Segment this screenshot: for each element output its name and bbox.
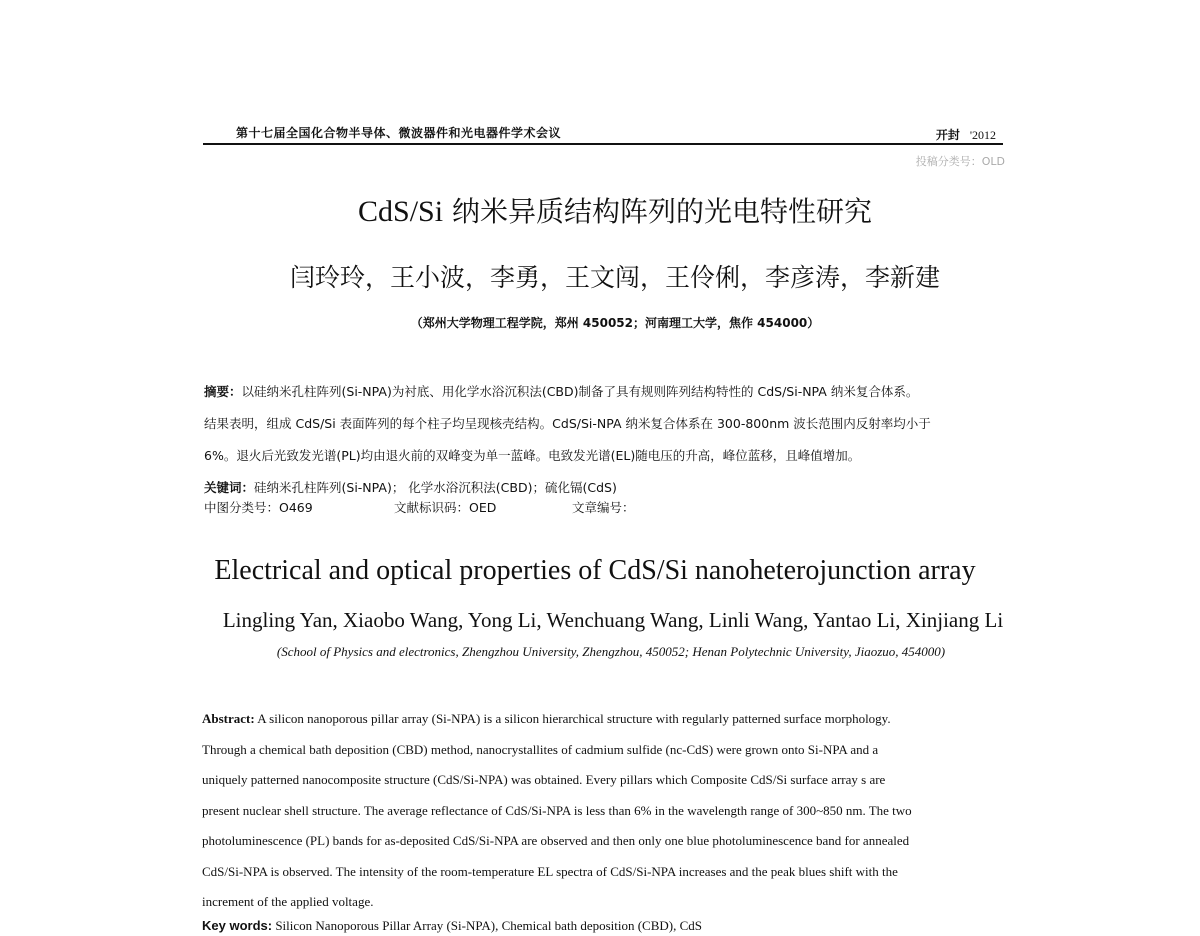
- english-keywords-line: [202, 918, 702, 934]
- classification-row: [204, 498, 635, 516]
- chinese-abstract-text-1: 以硅纳米孔柱阵列(Si-NPA)为衬底、用化学水浴沉积法(CBD)制备了具有规则阵列结构特性的 CdS/Si-NPA 纳米复合体系。: [241, 384, 919, 399]
- header-place: 开封: [935, 128, 960, 142]
- chinese-title-rest: 纳米异质结构阵列的光电特性研究: [443, 195, 872, 228]
- english-keywords: Silicon Nanoporous Pillar Array (Si-NPA), Chemical bath deposition (CBD), CdS: [272, 918, 703, 933]
- english-abstract-text-1: A silicon nanoporous pillar array (Si-NPA) is a silicon hierarchical structure with regularly patterned surface morphology.: [254, 711, 891, 726]
- english-abstract-line-6: CdS/Si-NPA is observed. The intensity of the room-temperature EL spectra of CdS/Si-NPA increases and the peak blues shift with the: [202, 863, 898, 879]
- chinese-title: [0, 190, 1200, 230]
- document-code: 文献标识码：OED: [394, 500, 497, 515]
- chinese-abstract: [204, 376, 1034, 504]
- header-year: '2012: [969, 128, 996, 142]
- english-affiliation: (School of Physics and electronics, Zhengzhou University, Zhengzhou, 450052; Henan Polytechnic University, Jiaozuo, 454000): [276, 644, 946, 659]
- english-abstract-line-4: present nuclear shell structure. The average reflectance of CdS/Si-NPA is less than 6% in the wavelength range of 300~850 nm. The two: [202, 802, 912, 818]
- english-abstract: [202, 704, 1032, 918]
- english-abstract-line-2: Through a chemical bath deposition (CBD) method, nanocrystallites of cadmium sulfide (nc-CdS) were grown onto Si-NPA and a: [202, 741, 879, 757]
- conference-header: 第十七届全国化合物半导体、微波器件和光电器件学术会议: [236, 126, 562, 140]
- english-abstract-line-1: [202, 704, 1032, 735]
- header-rule: [203, 143, 1003, 145]
- chinese-authors: 闫玲玲，王小波，李勇，王文闯，王伶俐，李彦涛，李新建: [289, 263, 940, 292]
- chinese-abstract-label: 摘要：: [204, 384, 242, 399]
- header-place-year: [936, 126, 996, 143]
- chinese-keywords-label: 关键词：: [204, 480, 255, 495]
- english-abstract-line-3: uniquely patterned nanocomposite structure (CdS/Si-NPA) was obtained. Every pillars which Composite CdS/Si surface array s are: [202, 772, 886, 787]
- chinese-affiliation: （郑州大学物理工程学院，郑州 450052；河南理工大学，焦作 454000）: [410, 316, 820, 330]
- english-authors: Lingling Yan, Xiaobo Wang, Yong Li, Wenchuang Wang, Linli Wang, Yantao Li, Xinjiang Li: [222, 608, 1004, 632]
- english-title: Electrical and optical properties of CdS/Si nanoheterojunction array: [214, 555, 976, 586]
- english-abstract-line-7: increment of the applied voltage.: [202, 894, 374, 909]
- english-abstract-line-5: photoluminescence (PL) bands for as-deposited CdS/Si-NPA are observed and then only one blue photoluminescence band for annealed: [202, 833, 910, 848]
- english-abstract-label: Abstract:: [202, 711, 255, 726]
- chinese-title-latin: CdS/Si: [358, 195, 444, 228]
- chinese-keywords: 硅纳米孔柱阵列(Si-NPA)； 化学水浴沉积法(CBD)；硫化镉(CdS): [254, 480, 617, 495]
- clc-number: 中图分类号：O469: [204, 500, 313, 515]
- submission-stamp: 投稿分类号：OLD: [915, 155, 1005, 168]
- chinese-abstract-line-3: 6%。退火后光致发光谱(PL)均由退火前的双峰变为单一蓝峰。电致发光谱(EL)随电压的升高，峰位蓝移，且峰值增加。: [204, 448, 861, 463]
- article-number: 文章编号：: [572, 500, 635, 515]
- english-keywords-label: Key words:: [202, 918, 273, 933]
- chinese-abstract-line-2: 结果表明，组成 CdS/Si 表面阵列的每个柱子均呈现核壳结构。CdS/Si-NPA 纳米复合体系在 300-800nm 波长范围内反射率均小于: [204, 416, 931, 431]
- chinese-abstract-line-1: [204, 376, 1034, 408]
